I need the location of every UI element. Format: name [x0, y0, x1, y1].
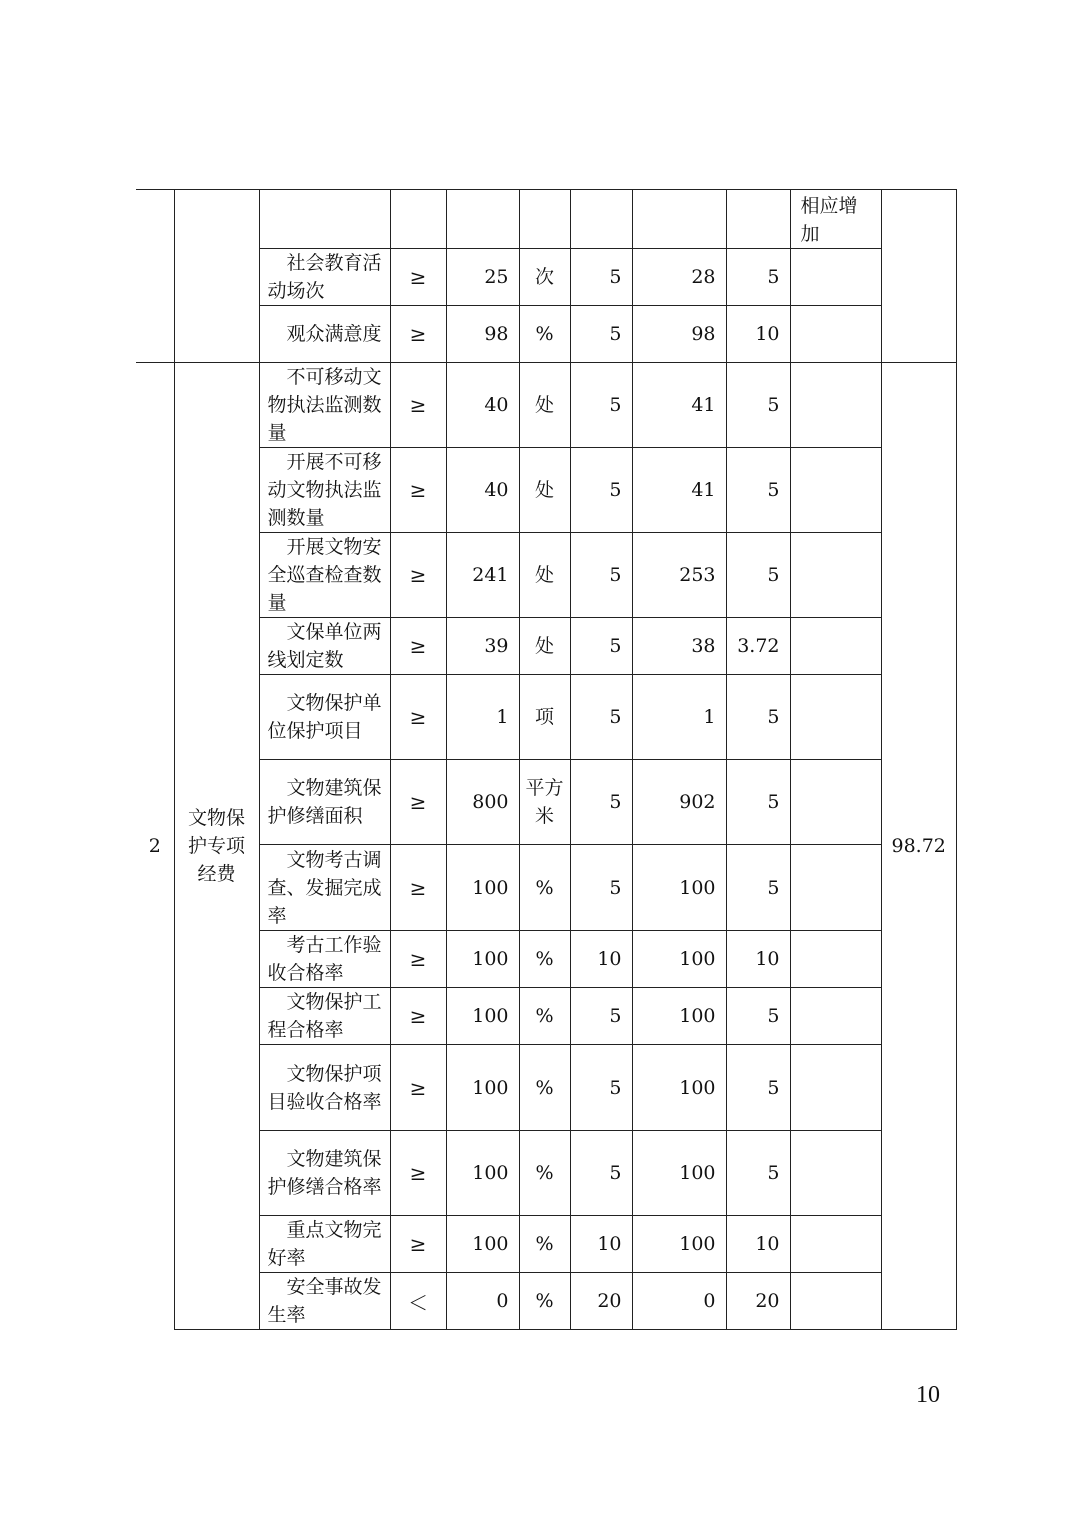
actual-value-cell: 28 [632, 249, 726, 306]
operator-cell: ≥ [390, 448, 446, 533]
continued-index-cell [136, 190, 174, 363]
unit-cell: 次 [519, 249, 570, 306]
actual-value-cell: 253 [632, 533, 726, 618]
table-row [136, 1216, 956, 1273]
table-row [136, 1045, 956, 1131]
note-cell [790, 363, 881, 448]
score-cell: 5 [726, 675, 790, 760]
target-value-cell: 25 [446, 249, 519, 306]
indicator-cell: 不可移动文物执法监测数量 [259, 363, 390, 448]
target-value-cell: 100 [446, 1131, 519, 1216]
target-value-cell: 1 [446, 675, 519, 760]
actual-value-cell: 100 [632, 1216, 726, 1273]
note-cell [790, 845, 881, 931]
score-cell: 5 [726, 363, 790, 448]
continued-project-cell [174, 190, 259, 363]
operator-cell: ≥ [390, 618, 446, 675]
indicator-cell: 社会教育活动场次 [259, 249, 390, 306]
actual-value-cell: 100 [632, 931, 726, 988]
note-cell [790, 249, 881, 306]
note-cell [790, 1131, 881, 1216]
operator-cell: ≥ [390, 363, 446, 448]
unit-cell: 处 [519, 618, 570, 675]
indicator-cell: 开展不可移动文物执法监测数量 [259, 448, 390, 533]
indicator-cell: 重点文物完好率 [259, 1216, 390, 1273]
unit-cell: 平方米 [519, 760, 570, 845]
note-cell [790, 760, 881, 845]
weight-cell: 5 [570, 306, 632, 363]
target-value-cell: 0 [446, 1273, 519, 1330]
note-cell [790, 988, 881, 1045]
note-cell [790, 618, 881, 675]
weight-cell: 5 [570, 675, 632, 760]
score-cell: 3.72 [726, 618, 790, 675]
score-cell: 5 [726, 249, 790, 306]
target-value-cell: 98 [446, 306, 519, 363]
unit-cell: 项 [519, 675, 570, 760]
project-index-cell: 2 [136, 363, 174, 1330]
unit-cell: 处 [519, 533, 570, 618]
actual-value-cell [632, 190, 726, 249]
operator-cell [390, 190, 446, 249]
unit-cell: % [519, 931, 570, 988]
weight-cell: 5 [570, 1131, 632, 1216]
actual-value-cell: 41 [632, 363, 726, 448]
target-value-cell: 800 [446, 760, 519, 845]
indicator-cell: 文物考古调查、发掘完成率 [259, 845, 390, 931]
weight-cell: 5 [570, 533, 632, 618]
table-row [136, 448, 956, 533]
actual-value-cell: 41 [632, 448, 726, 533]
target-value-cell: 100 [446, 1045, 519, 1131]
unit-cell [519, 190, 570, 249]
operator-cell: ≥ [390, 675, 446, 760]
target-value-cell: 40 [446, 448, 519, 533]
indicator-cell: 安全事故发生率 [259, 1273, 390, 1330]
note-cell [790, 1045, 881, 1131]
project-name-cell: 文物保护专项经费 [174, 363, 259, 1330]
target-value-cell: 100 [446, 1216, 519, 1273]
score-cell: 5 [726, 533, 790, 618]
score-cell: 10 [726, 931, 790, 988]
weight-cell: 10 [570, 1216, 632, 1273]
target-value-cell: 100 [446, 931, 519, 988]
indicator-cell: 文物建筑保护修缮合格率 [259, 1131, 390, 1216]
table-row [136, 760, 956, 845]
weight-cell: 5 [570, 988, 632, 1045]
note-cell [790, 675, 881, 760]
operator-cell: ≥ [390, 931, 446, 988]
table-row [136, 363, 956, 448]
score-cell: 10 [726, 306, 790, 363]
weight-cell [570, 190, 632, 249]
score-cell: 5 [726, 988, 790, 1045]
score-cell: 10 [726, 1216, 790, 1273]
indicator-cell: 文保单位两线划定数 [259, 618, 390, 675]
weight-cell: 5 [570, 249, 632, 306]
note-cell [790, 306, 881, 363]
target-value-cell: 39 [446, 618, 519, 675]
note-cell [790, 931, 881, 988]
weight-cell: 5 [570, 845, 632, 931]
indicator-cell: 文物保护单位保护项目 [259, 675, 390, 760]
table-row [136, 1273, 956, 1330]
note-cell: 相应增加 [790, 190, 881, 249]
table-row [136, 306, 956, 363]
table-row [136, 190, 956, 249]
score-cell: 5 [726, 448, 790, 533]
page-number: 10 [916, 1382, 940, 1408]
target-value-cell: 100 [446, 845, 519, 931]
table-row [136, 931, 956, 988]
indicator-cell: 文物保护项目验收合格率 [259, 1045, 390, 1131]
target-value-cell: 40 [446, 363, 519, 448]
actual-value-cell: 100 [632, 1045, 726, 1131]
unit-cell: % [519, 1131, 570, 1216]
table-row [136, 618, 956, 675]
target-value-cell [446, 190, 519, 249]
score-cell: 5 [726, 1045, 790, 1131]
table-row [136, 1131, 956, 1216]
actual-value-cell: 100 [632, 1131, 726, 1216]
indicator-cell [259, 190, 390, 249]
actual-value-cell: 1 [632, 675, 726, 760]
unit-cell: % [519, 988, 570, 1045]
operator-cell: ≥ [390, 1131, 446, 1216]
actual-value-cell: 0 [632, 1273, 726, 1330]
note-cell [790, 448, 881, 533]
operator-cell: ≥ [390, 306, 446, 363]
operator-cell: ≥ [390, 533, 446, 618]
score-cell [726, 190, 790, 249]
weight-cell: 5 [570, 618, 632, 675]
target-value-cell: 241 [446, 533, 519, 618]
operator-cell: ≥ [390, 249, 446, 306]
weight-cell: 5 [570, 1045, 632, 1131]
indicator-cell: 文物保护工程合格率 [259, 988, 390, 1045]
table-row [136, 988, 956, 1045]
weight-cell: 10 [570, 931, 632, 988]
score-cell: 5 [726, 1131, 790, 1216]
unit-cell: 处 [519, 448, 570, 533]
table-row [136, 249, 956, 306]
weight-cell: 5 [570, 363, 632, 448]
unit-cell: % [519, 306, 570, 363]
unit-cell: % [519, 845, 570, 931]
table-row [136, 533, 956, 618]
score-cell: 5 [726, 845, 790, 931]
actual-value-cell: 902 [632, 760, 726, 845]
operator-cell: ≥ [390, 1045, 446, 1131]
unit-cell: % [519, 1273, 570, 1330]
weight-cell: 5 [570, 448, 632, 533]
performance-table [136, 189, 957, 1330]
actual-value-cell: 100 [632, 988, 726, 1045]
note-cell [790, 1273, 881, 1330]
actual-value-cell: 38 [632, 618, 726, 675]
actual-value-cell: 98 [632, 306, 726, 363]
score-cell: 20 [726, 1273, 790, 1330]
score-cell: 5 [726, 760, 790, 845]
weight-cell: 20 [570, 1273, 632, 1330]
target-value-cell: 100 [446, 988, 519, 1045]
indicator-cell: 开展文物安全巡查检查数量 [259, 533, 390, 618]
operator-cell: ≥ [390, 1216, 446, 1273]
table-row [136, 675, 956, 760]
project-total-score-cell: 98.72 [881, 363, 956, 1330]
operator-cell: ≥ [390, 760, 446, 845]
indicator-cell: 考古工作验收合格率 [259, 931, 390, 988]
continued-total-cell [881, 190, 956, 363]
indicator-cell: 文物建筑保护修缮面积 [259, 760, 390, 845]
unit-cell: % [519, 1216, 570, 1273]
indicator-cell: 观众满意度 [259, 306, 390, 363]
operator-cell: ≥ [390, 845, 446, 931]
unit-cell: % [519, 1045, 570, 1131]
unit-cell: 处 [519, 363, 570, 448]
table-row [136, 845, 956, 931]
note-cell [790, 533, 881, 618]
actual-value-cell: 100 [632, 845, 726, 931]
note-cell [790, 1216, 881, 1273]
operator-cell: ≥ [390, 988, 446, 1045]
weight-cell: 5 [570, 760, 632, 845]
operator-cell: ＜ [390, 1273, 446, 1330]
